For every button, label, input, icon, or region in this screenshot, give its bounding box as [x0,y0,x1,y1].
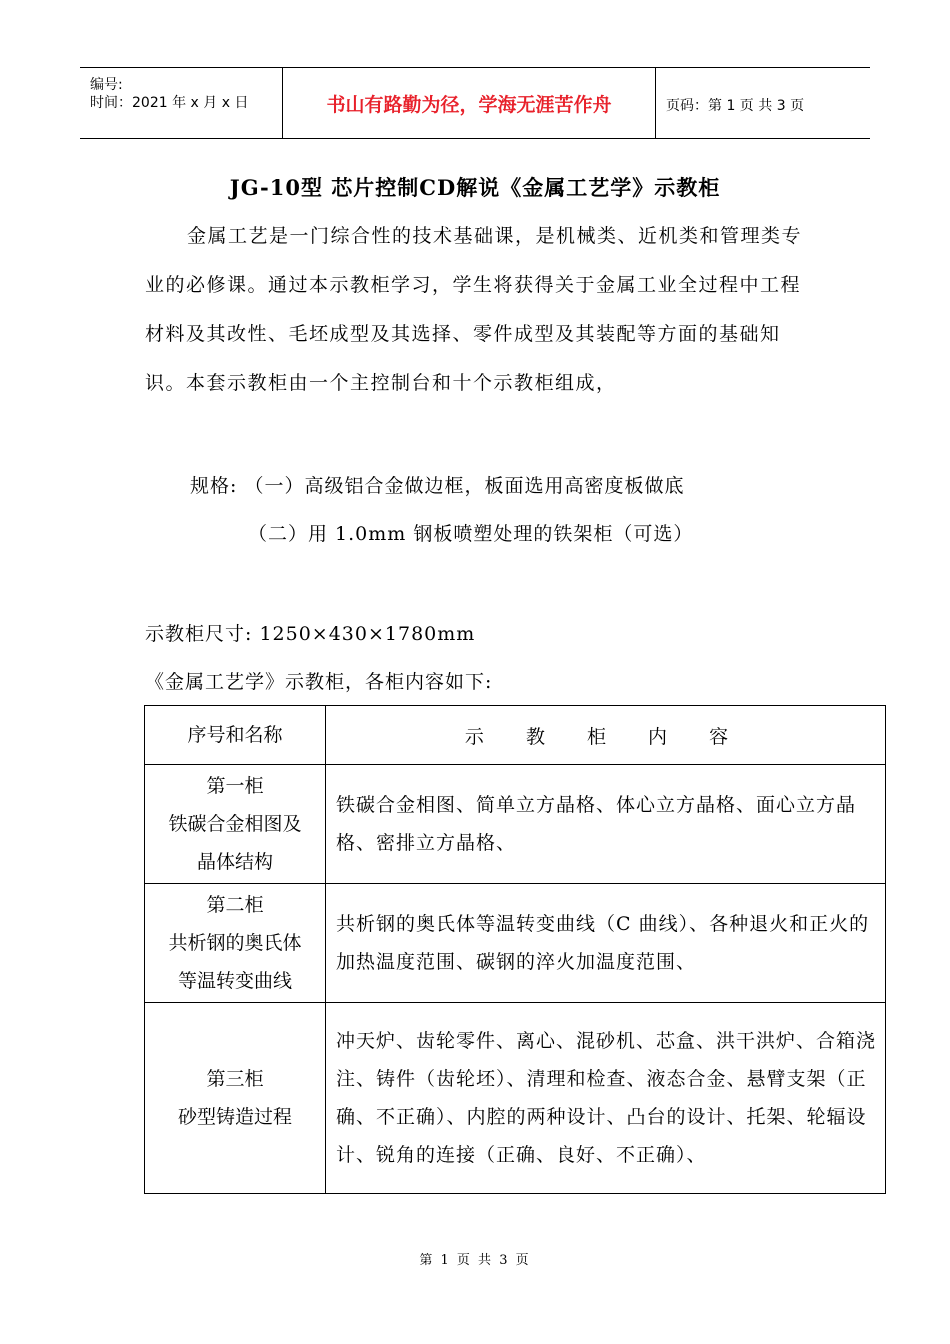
row-name-line: 砂型铸造过程 [177,1106,292,1128]
header-name-cell: 序号和名称 [145,706,326,765]
cabinet-table [144,705,886,1194]
row-name-line: 共析钢的奥氏体 [168,932,302,954]
spec-line-1: 规格: （一）高级铝合金做边框，板面选用高密度板做底 [190,475,685,497]
intro-paragraph: 金属工艺是一门综合性的技术基础课，是机械类、近机类和管理类专业的必修课。通过本示教柜学习，学生将获得关于金属工业全过程中工程材料及其改性、毛坯成型及其选择、零件成型及其装配等方面的基础知识。本套示教柜由一个主控制台和十个示教柜组成， [145,225,803,394]
table-row [145,1003,886,1194]
row-name-line: 晶体结构 [196,851,273,873]
row-name-cell [145,765,326,884]
row-name-line: 第三柜 [206,1068,264,1090]
row-name-cell [145,884,326,1003]
table-header-row [145,706,886,765]
spec-line-2: （二）用 1.0mm 钢板喷塑处理的铁架柜（可选） [248,523,694,545]
table-caption: 《金属工艺学》示教柜，各柜内容如下: [145,671,493,693]
row-name-line: 铁碳合金相图及 [168,813,302,835]
row-content-cell: 铁碳合金相图、简单立方晶格、体心立方晶格、面心立方晶格、密排立方晶格、 [326,765,886,884]
number-label: 编号: [90,77,123,93]
header-motto-cell [283,68,656,138]
header-meta-cell [80,68,283,138]
header-content-cell: 示 教 柜 内 容 [326,706,886,765]
row-content-cell: 共析钢的奥氏体等温转变曲线（C 曲线）、各种退火和正火的加热温度范围、碳钢的淬火加温度范围、 [326,884,886,1003]
page-footer: 第 1 页 共 3 页 [419,1253,531,1268]
row-name-line: 第二柜 [206,894,264,916]
table-row [145,765,886,884]
row-name-line: 等温转变曲线 [177,970,292,992]
page-info: 页码：第 1 页 共 3 页 [666,98,805,114]
row-name-cell [145,1003,326,1194]
cabinet-size: 示教柜尺寸: 1250×430×1780mm [145,623,476,645]
document-header [80,67,870,139]
motto-text: 书山有路勤为径，学海无涯苦作舟 [326,94,612,116]
row-name-line: 第一柜 [206,775,264,797]
table-row [145,884,886,1003]
time-label: 时间：2021 年 x 月 x 日 [90,95,249,111]
row-content-cell: 冲天炉、齿轮零件、离心、混砂机、芯盒、洪干洪炉、合箱浇注、铸件（齿轮坯）、清理和检查、液态合金、悬臂支架（正确、不正确）、内腔的两种设计、凸台的设计、托架、轮辐设计、锐角的连接（正确、良好、不正确）、 [326,1003,886,1194]
document-title: JG-10型 芯片控制CD解说《金属工艺学》示教柜 [229,175,721,200]
